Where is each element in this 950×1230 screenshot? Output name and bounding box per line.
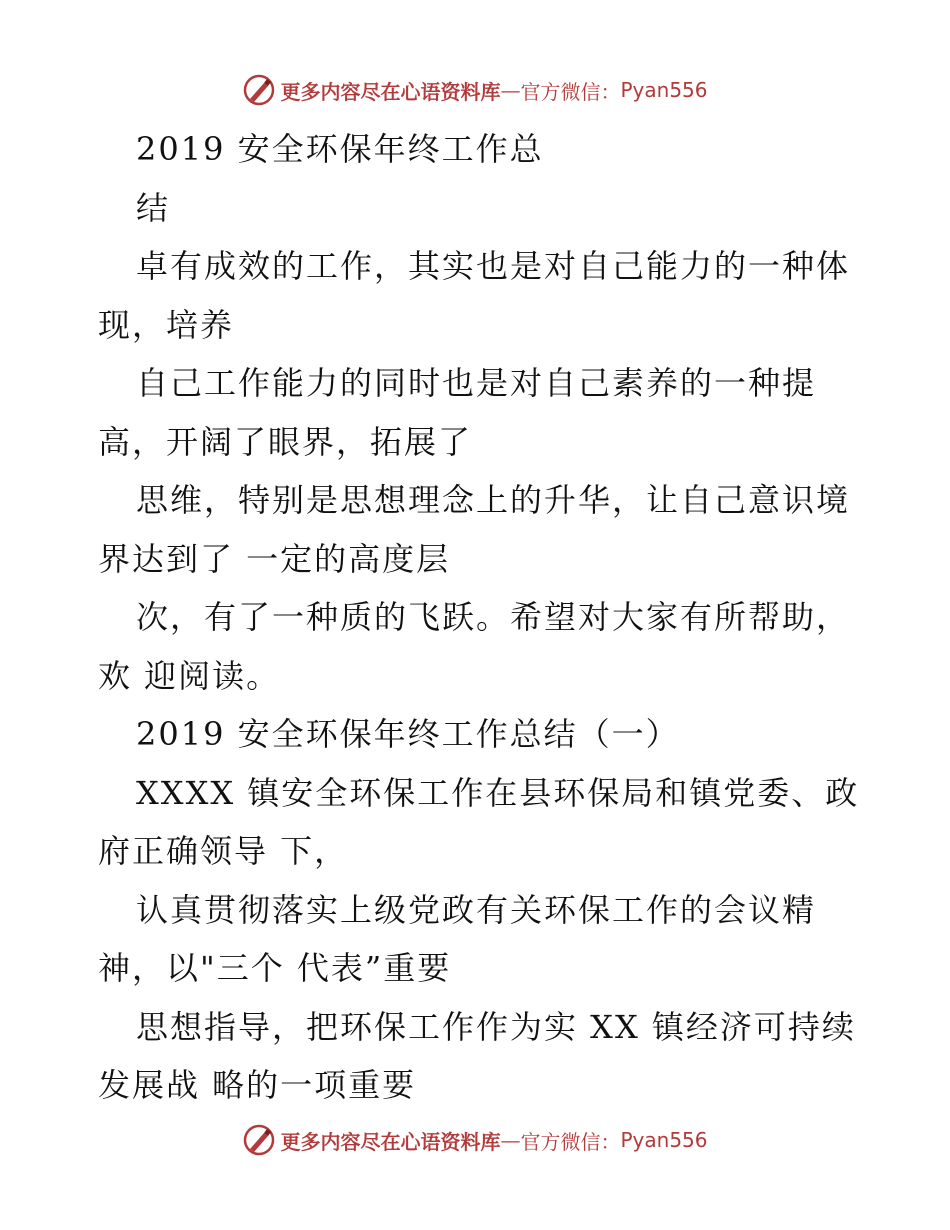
text-line: 思想指导，把环保工作作为实 XX 镇经济可持续 xyxy=(136,1007,856,1046)
watermark-wechat-id: Pyan556 xyxy=(620,1128,708,1152)
text-line: 高，开阔了眼界，拓展了 xyxy=(98,422,473,461)
document-body xyxy=(98,120,868,1115)
text-line: 府正确领导 下， xyxy=(98,832,349,870)
watermark-contact-label: 官方微信： xyxy=(520,1129,621,1154)
text-line: 欢 迎阅读。 xyxy=(98,656,281,695)
text-line: 次，有了一种质的飞跃。希望对大家有所帮助， xyxy=(136,598,851,636)
watermark-dash: — xyxy=(500,78,521,102)
footer-watermark xyxy=(0,1120,950,1160)
text-line: 结 xyxy=(136,188,171,227)
text-line: 卓有成效的工作，其实也是对自己能力的一种体 xyxy=(136,247,851,285)
pen-logo-icon xyxy=(242,73,276,107)
pen-logo-icon xyxy=(242,1123,276,1157)
watermark-brand: 更多内容尽在心语资料库 xyxy=(280,1129,501,1154)
watermark-brand: 更多内容尽在心语资料库 xyxy=(280,79,501,104)
text-line: XXXX 镇安全环保工作在县环保局和镇党委、政 xyxy=(136,773,860,812)
watermark-dash: — xyxy=(500,1128,521,1152)
text-line: 认真贯彻落实上级党政有关环保工作的会议精 xyxy=(136,890,817,929)
watermark-contact-label: 官方微信： xyxy=(520,79,621,104)
text-line: 神，以"三个 代表”重要 xyxy=(98,949,452,987)
text-line: 思维，特别是思想理念上的升华，让自己意识境 xyxy=(136,481,851,519)
text-line: 2019 安全环保年终工作总结（一） xyxy=(136,715,680,753)
watermark-wechat-id: Pyan556 xyxy=(620,78,708,102)
header-watermark xyxy=(0,70,950,110)
text-line: 界达到了 一定的高度层 xyxy=(98,539,451,578)
text-line: 2019 安全环保年终工作总 xyxy=(136,130,544,168)
text-line: 发展战 略的一项重要 xyxy=(98,1066,417,1104)
text-line: 自己工作能力的同时也是对自己素养的一种提 xyxy=(136,364,817,402)
text-line: 现，培养 xyxy=(98,305,235,344)
